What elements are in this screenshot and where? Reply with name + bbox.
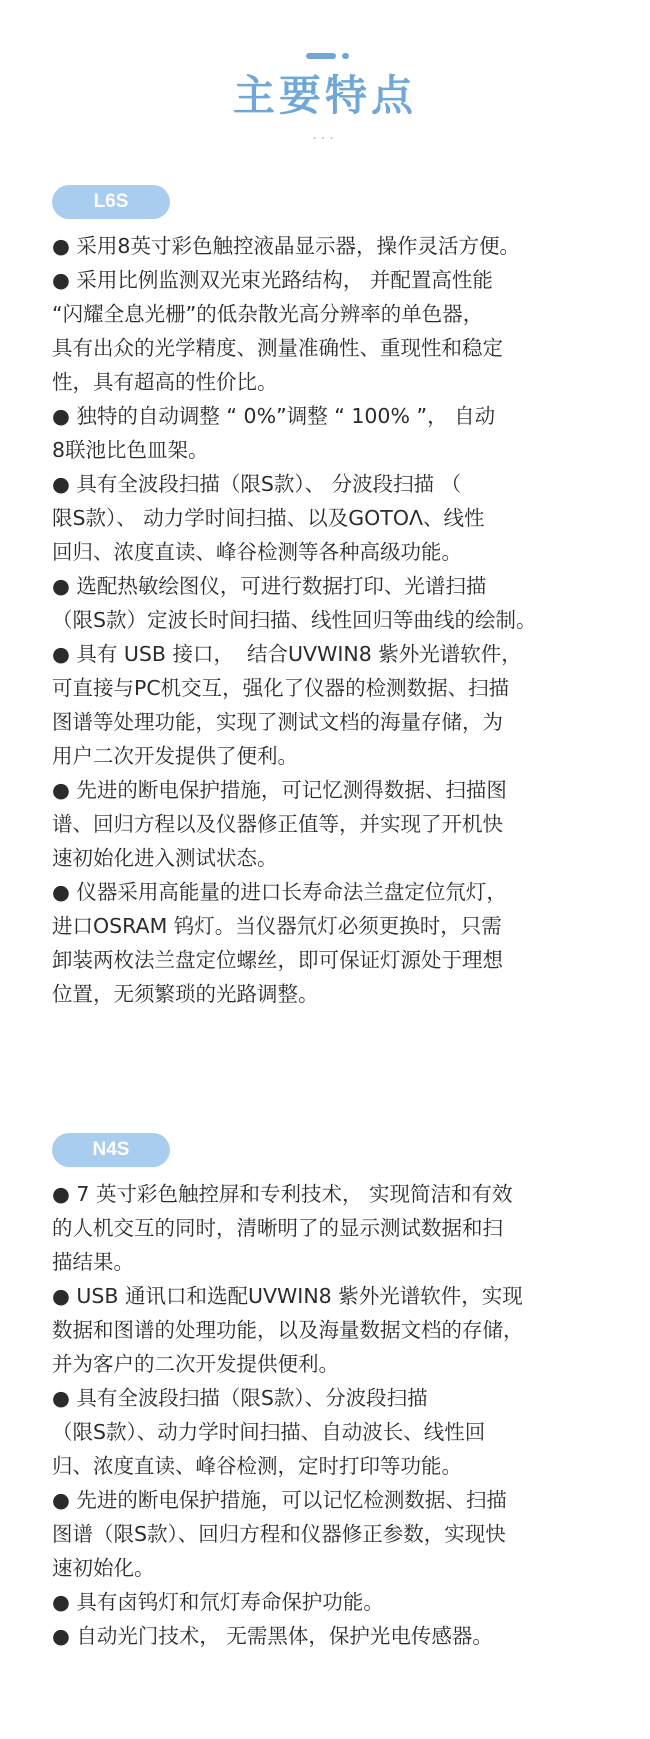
feature-item: ● 先进的断电保护措施，可以记忆检测数据、扫描 图谱（限S款）、回归方程和仪器修正参数，实现快 速初始化。 (52, 1488, 507, 1580)
feature-item: ● 独特的自动调整 “ 0%”调整 “ 100% ”， 自动 8联池比色皿架。 (52, 404, 496, 462)
feature-item: ● 自动光门技术， 无需黑体，保护光电传感器。 (52, 1624, 493, 1648)
feature-item: ● 先进的断电保护措施，可记忆测得数据、扫描图 谱、回归方程以及仪器修正值等，并实现了开机快 速初始化进入测试状态。 (52, 778, 507, 870)
model-badge-n4s: N4S (52, 1133, 170, 1167)
feature-list-l6s (52, 229, 612, 1011)
feature-item: ● 采用比例监测双光束光路结构， 并配置高性能 “闪耀全息光栅”的低杂散光高分辨率的单色器， 具有出众的光学精度、测量准确性、重现性和稳定 性，具有超高的性价比。 (52, 268, 503, 394)
page-header (0, 50, 650, 150)
feature-item: ● 选配热敏绘图仪，可进行数据打印、光谱扫描 （限S款）定波长时间扫描、线性回归等曲线的绘制。 (52, 574, 537, 632)
feature-item: ● USB 通讯口和选配UVWIN8 紫外光谱软件，实现 数据和图谱的处理功能，以及海量数据文档的存储， 并为客户的二次开发提供便利。 (52, 1284, 524, 1376)
feature-item: ● 具有全波段扫描（限S款）、分波段扫描 （限S款）、动力学时间扫描、自动波长、线性回 归、浓度直读、峰谷检测，定时打印等功能。 (52, 1386, 486, 1478)
section-n4s (52, 1133, 612, 1653)
section-l6s (52, 185, 612, 1011)
feature-item: ● 仪器采用高能量的进口长寿命法兰盘定位氘灯， 进口OSRAM 钨灯。当仪器氘灯必须更换时，只需 卸装两枚法兰盘定位螺丝，即可保证灯源处于理想 位置，无须繁琐的光路调整。 (52, 880, 507, 1006)
page-title: 主要特点 (232, 71, 417, 120)
feature-item: ● 采用8英寸彩色触控液晶显示器，操作灵活方便。 (52, 234, 520, 258)
title-decoration-icon (306, 53, 350, 59)
model-badge-l6s: L6S (52, 185, 170, 219)
decoration-bar (306, 53, 336, 59)
feature-item: ● 具有 USB 接口， 结合UVWIN8 紫外光谱软件， 可直接与PC机交互，强化了仪器的检测数据、扫描 图谱等处理功能，实现了测试文档的海量存储，为 用户二次开发提供了便利。 (52, 642, 522, 768)
feature-item: ● 具有卤钨灯和氘灯寿命保护功能。 (52, 1590, 384, 1614)
feature-item: ● 具有全波段扫描（限S款）、 分波段扫描 （ 限S款）、 动力学时间扫描、以及GOTOΛ、线性 回归、浓度直读、峰谷检测等各种高级功能。 (52, 472, 485, 564)
title-dots-decoration: ··· (312, 131, 338, 147)
decoration-dot (342, 53, 349, 59)
feature-item: ● 7 英寸彩色触控屏和专利技术， 实现简洁和有效 的人机交互的同时，清晰明了的显示测试数据和扫 描结果。 (52, 1182, 513, 1274)
feature-list-n4s (52, 1177, 612, 1653)
